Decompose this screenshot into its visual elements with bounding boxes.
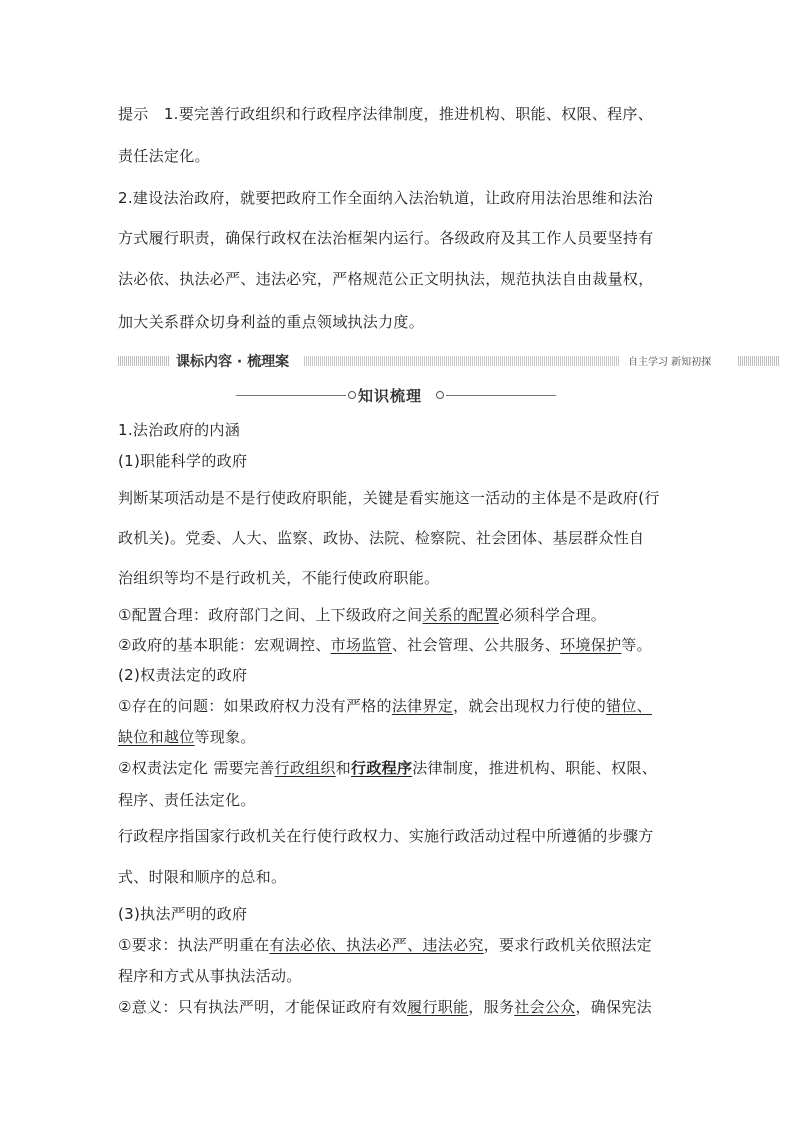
section-banner (118, 354, 712, 370)
s2-item-1 (118, 695, 652, 716)
hint-label: 提示 (118, 105, 149, 123)
text: 等。 (621, 636, 652, 654)
underlined-term: 市场监管 (330, 636, 392, 654)
banner-stripe-middle (304, 356, 620, 366)
underlined-term: 法律界定 (391, 697, 454, 715)
heading-text: 知识梳理 (358, 387, 423, 405)
hint-line-5: 法必依、执法必严、违法必究，严格规范公正文明执法，规范执法自由裁量权， (118, 270, 654, 288)
heading-1: 1.法治政府的内涵 (118, 421, 241, 439)
s1-para-line-3: 治组织等均不是行政机关，不能行使政府职能。 (118, 569, 440, 587)
text: ，服务 (468, 998, 515, 1016)
subheading-1: (1)职能科学的政府 (118, 452, 248, 470)
text: ②权责法定化 需要完善 (118, 759, 275, 777)
s1-item-1 (118, 604, 606, 625)
subheading-3: (3)执法严明的政府 (118, 905, 248, 923)
s3-item-1 (118, 934, 652, 955)
underlined-term: 错位、 (606, 697, 652, 715)
underlined-term: 社会公众 (514, 998, 576, 1016)
underlined-term: 行政程序 (351, 759, 413, 777)
underlined-term: 行政组织 (274, 759, 336, 777)
heading-dot-right (436, 391, 444, 399)
s3-item-1-cont: 程序和方式从事执法活动。 (118, 967, 302, 985)
s1-para-line-1: 判断某项活动是不是行使政府职能，关键是看实施这一活动的主体是不是政府(行 (118, 489, 660, 507)
text: 法律制度，推进机构、职能、权限、 (412, 759, 658, 777)
section-heading (236, 386, 556, 404)
s2-item-1-cont (118, 726, 256, 747)
heading-dot-left (348, 391, 356, 399)
text: ②政府的基本职能：宏观调控、 (118, 636, 331, 654)
text: 必须科学合理。 (498, 606, 607, 624)
s2-para-line-2: 式、时限和顺序的总和。 (118, 868, 287, 886)
text: ，要求行政机关依照法定 (483, 936, 652, 954)
hint-text: 1.要完善行政组织和行政程序法律制度，推进机构、职能、权限、程序、 (163, 105, 654, 123)
subheading-2: (2)权责法定的政府 (118, 666, 248, 684)
s3-item-2 (118, 996, 652, 1017)
banner-stripe-left (118, 356, 170, 366)
s1-item-2 (118, 634, 652, 655)
banner-tag: 自主学习 新知初探 (628, 357, 712, 368)
s2-para-line-1: 行政程序指国家行政机关在行使行政权力、实施行政活动过程中所遵循的步骤方 (118, 827, 654, 845)
underlined-term: 缺位和越位 (118, 728, 195, 746)
s2-item-2-cont: 程序、责任法定化。 (118, 791, 256, 809)
underlined-term: 有法必依、执法必严、违法必究 (269, 936, 484, 954)
banner-title: 课标内容 · 梳理案 (176, 354, 290, 370)
hint-line-2: 责任法定化。 (118, 147, 210, 165)
text: 等现象。 (194, 728, 256, 746)
text: ①配置合理：政府部门之间、上下级政府之间 (118, 606, 423, 624)
text: ，就会出现权力行使的 (453, 697, 607, 715)
hint-line-1 (118, 103, 653, 124)
hint-line-4: 方式履行职责，确保行政权在法治框架内运行。各级政府及其工作人员要坚持有 (118, 229, 654, 247)
text: 和 (335, 759, 352, 777)
text: ①存在的问题：如果政府权力没有严格的 (118, 697, 392, 715)
s2-item-2 (118, 757, 657, 778)
hint-line-3: 2.建设法治政府，就要把政府工作全面纳入法治轨道，让政府用法治思维和法治 (118, 189, 654, 207)
text: ①要求：执法严明重在 (118, 936, 270, 954)
text: ，确保宪法 (575, 998, 652, 1016)
heading-rule-right (446, 395, 556, 396)
underlined-term: 履行职能 (407, 998, 469, 1016)
underlined-term: 关系的配置 (422, 606, 499, 624)
s1-para-line-2: 政机关)。党委、人大、监察、政协、法院、检察院、社会团体、基层群众性自 (118, 529, 645, 547)
text: 、社会管理、公共服务、 (391, 636, 561, 654)
heading-rule-left (236, 395, 346, 396)
hint-line-6: 加大关系群众切身利益的重点领域执法力度。 (118, 313, 425, 331)
underlined-term: 环境保护 (560, 636, 622, 654)
text: ②意义：只有执法严明，才能保证政府有效 (118, 998, 408, 1016)
banner-stripe-right (738, 356, 780, 366)
